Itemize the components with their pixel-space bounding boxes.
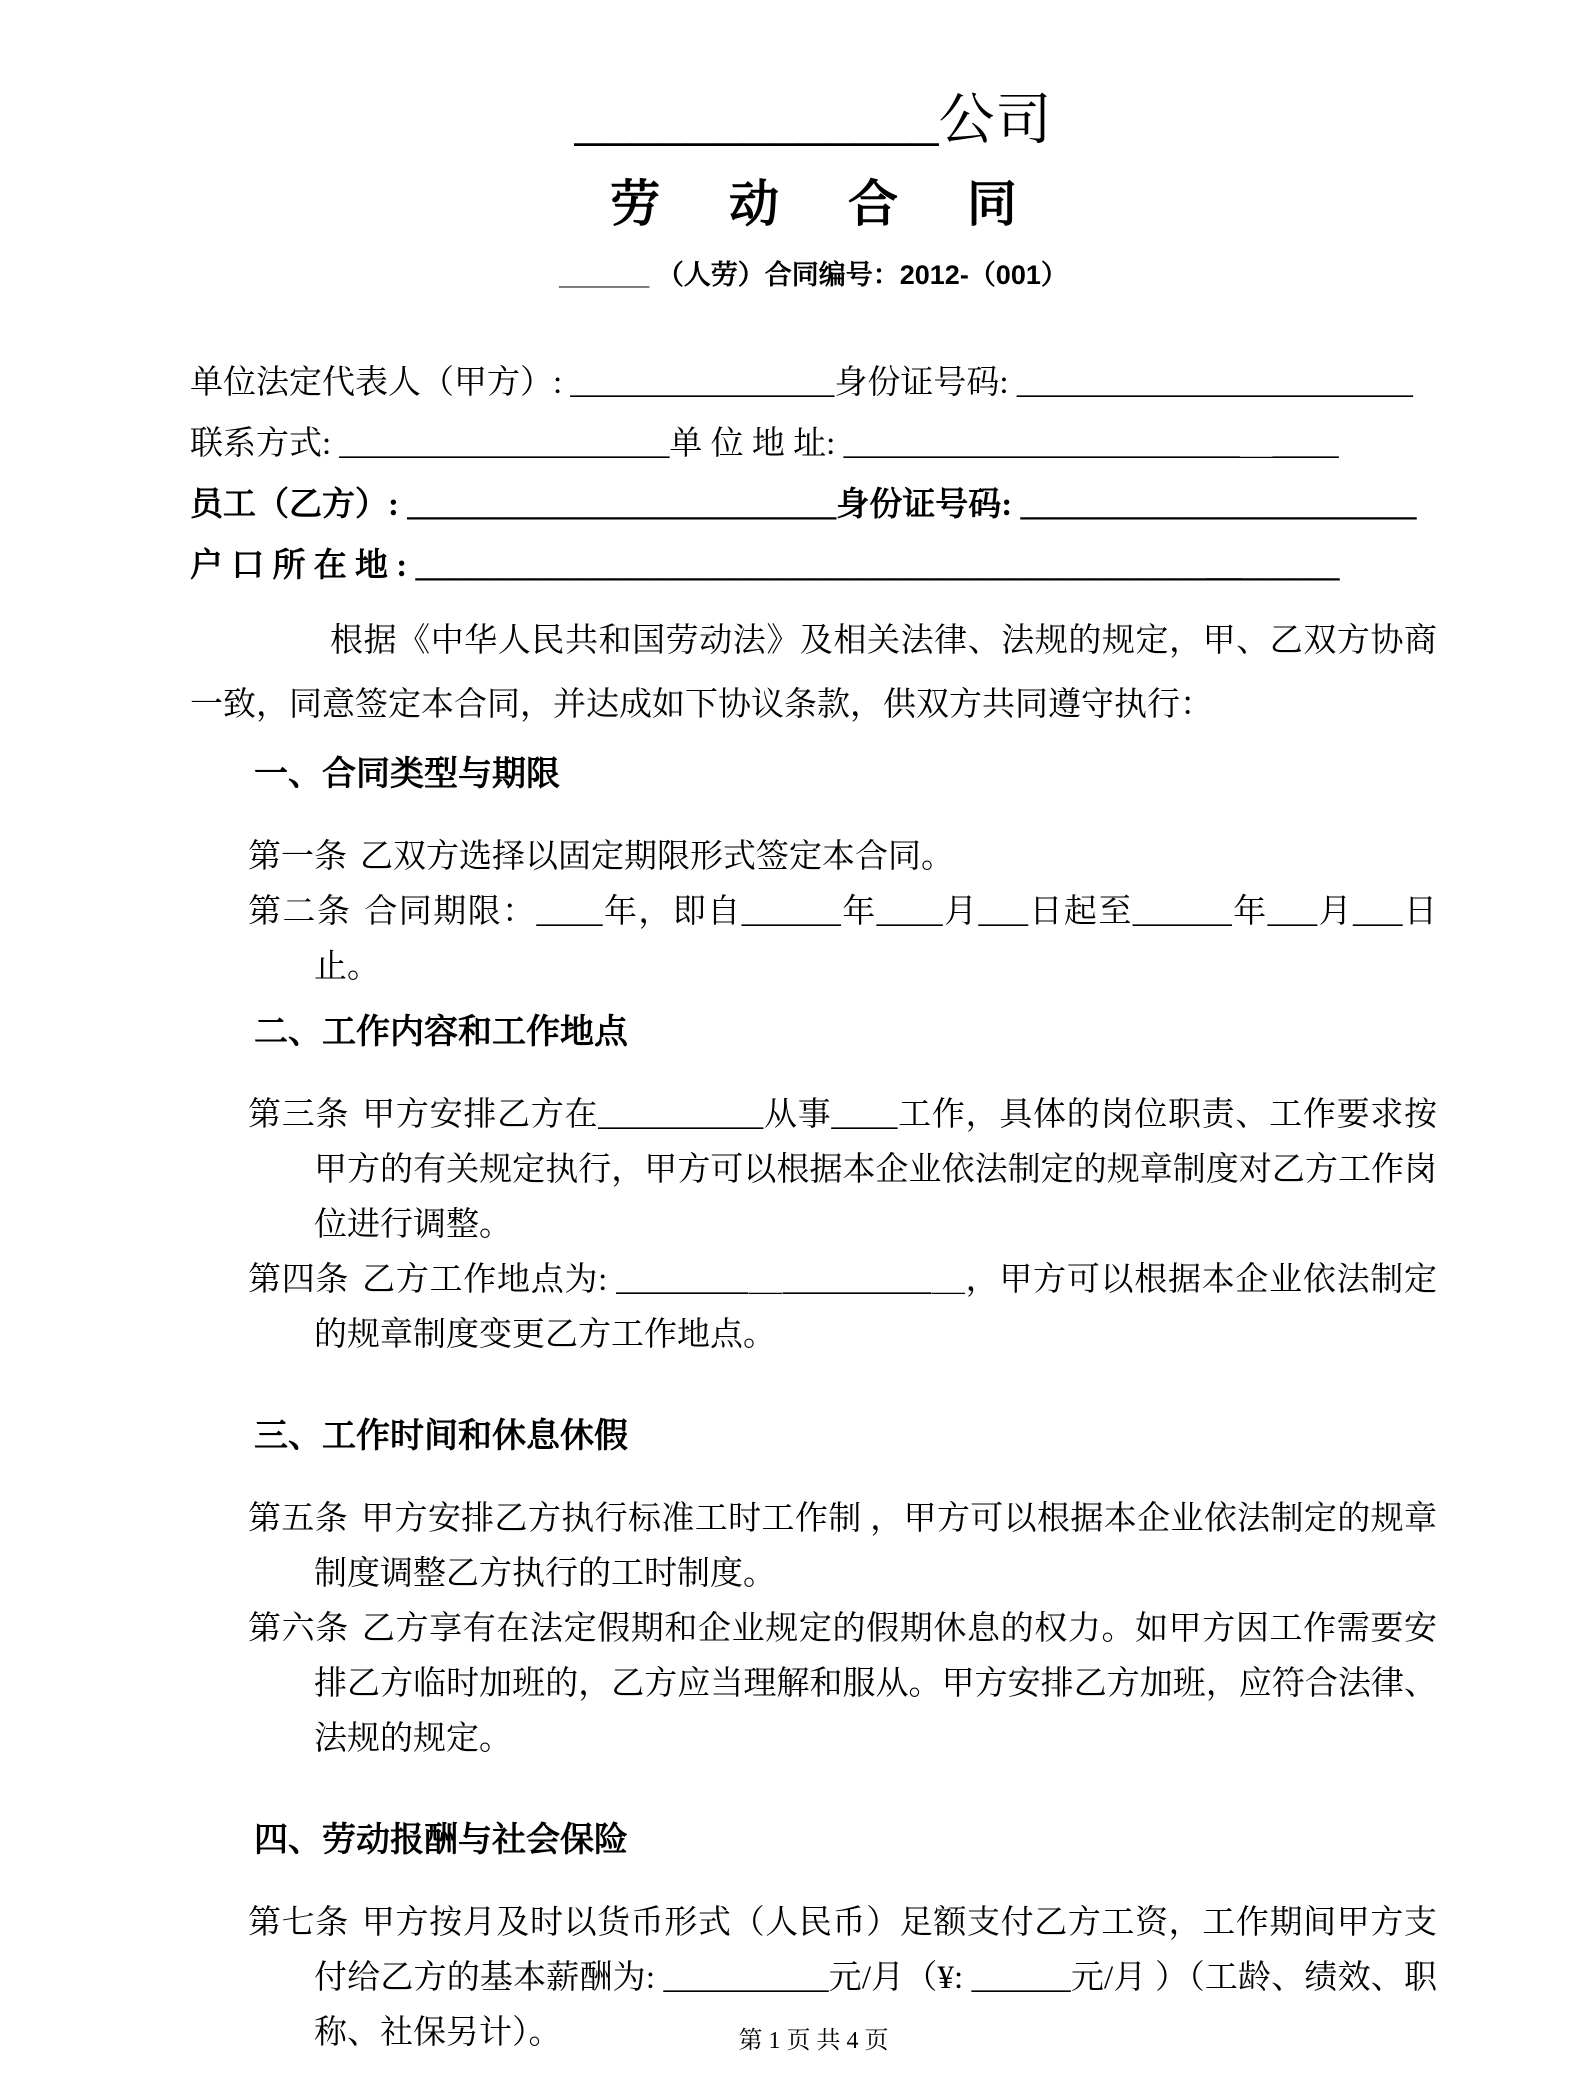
party-info-block [190, 353, 1437, 597]
clause-5 [190, 1492, 1437, 1602]
clause-text: 乙方工作地点为: ________＿_________＿，甲方可以根据本企业依法制定的规章制度变更乙方工作地点。 [314, 1261, 1438, 1353]
company-title-line [190, 86, 1437, 156]
clause-text: 甲方安排乙方在__________从事____工作，具体的岗位职责、工作要求按甲方的有关规定执行，甲方可以根据本企业依法制定的规章制度对乙方工作岗位进行调整。 [314, 1096, 1438, 1243]
field-label: 单位法定代表人（甲方）: [190, 364, 563, 401]
clause-label: 第七条 [248, 1904, 349, 1941]
clause-4 [190, 1253, 1437, 1363]
clause-text: 甲方安排乙方执行标准工时工作制 ，甲方可以根据本企业依法制定的规章制度调整乙方执行的工时制度。 [314, 1500, 1438, 1592]
fill-blank[interactable]: ________________________＿____ [843, 425, 1339, 462]
contract-number-text: （人劳）合同编号：2012-（001） [656, 260, 1068, 290]
company-suffix: 公司 [938, 90, 1053, 152]
intro-paragraph: 根据《中华人民共和国劳动法》及相关法律、法规的规定，甲、乙双方协商一致，同意签定本合同，并达成如下协议条款，供双方共同遵守执行： [190, 622, 1437, 723]
field-label: 户 口 所 在 地 : [190, 547, 408, 584]
party-row-employee [190, 475, 1437, 536]
clause-label: 第一条 [248, 838, 347, 875]
fill-blank[interactable]: ____________________ [339, 425, 670, 462]
party-row-contact [190, 414, 1437, 475]
field-label: 联系方式: [190, 425, 332, 462]
field-label: 员工（乙方）: [190, 486, 399, 523]
clause-6 [190, 1602, 1437, 1767]
section-heading-4: 四、劳动报酬与社会保险 [254, 1821, 628, 1859]
clause-text: 乙双方选择以固定期限形式签定本合同。 [360, 838, 954, 875]
clause-1 [190, 830, 1437, 885]
page-footer: 第 1 页 共 4 页 [738, 2028, 889, 2055]
party-row-legal-representative [190, 353, 1437, 414]
field-label: 单 位 地 址: [669, 425, 836, 462]
company-name-blank[interactable]: _____________ [574, 90, 939, 152]
fill-blank[interactable]: ________________________ [1020, 486, 1417, 523]
clause-text: 乙方享有在法定假期和企业规定的假期休息的权力。如甲方因工作需要安排乙方临时加班的，乙方应当理解和服从。甲方安排乙方加班，应符合法律、法规的规定。 [314, 1610, 1438, 1757]
field-label: 身份证号码: [836, 486, 1013, 523]
clause-label: 第六条 [248, 1610, 349, 1647]
clause-2 [190, 885, 1437, 995]
clause-text: 合同期限：____年，即自______年____月___日起至______年___月___日止。 [314, 893, 1438, 985]
section-heading-1: 一、合同类型与期限 [254, 755, 560, 793]
fill-blank[interactable]: ________________________________________________＿______ [415, 547, 1340, 584]
clause-label: 第五条 [248, 1500, 349, 1537]
contract-number-line [190, 257, 1437, 295]
section-heading-3: 三、工作时间和休息休假 [254, 1417, 628, 1455]
fill-blank[interactable]: ________________ [570, 364, 835, 401]
section-heading-2: 二、工作内容和工作地点 [254, 1013, 628, 1051]
clause-label: 第二条 [248, 893, 352, 930]
contract-number-blank[interactable]: ______ [559, 260, 650, 290]
doc-title: 劳 动 合 同 [610, 176, 1045, 232]
clause-label: 第四条 [248, 1261, 350, 1298]
party-row-residence [190, 536, 1437, 597]
fill-blank[interactable]: ________________________ [1016, 364, 1413, 401]
fill-blank[interactable]: __________________________ [407, 486, 837, 523]
clause-text: 甲方按月及时以货币形式（人民币）足额支付乙方工资，工作期间甲方支付给乙方的基本薪酬为: __________元/月（¥: ______元/月 ）（工龄、绩效、职称、社保另计）。 [314, 1904, 1438, 2051]
clause-3 [190, 1088, 1437, 1253]
field-label: 身份证号码: [834, 364, 1009, 401]
clause-label: 第三条 [248, 1096, 350, 1133]
